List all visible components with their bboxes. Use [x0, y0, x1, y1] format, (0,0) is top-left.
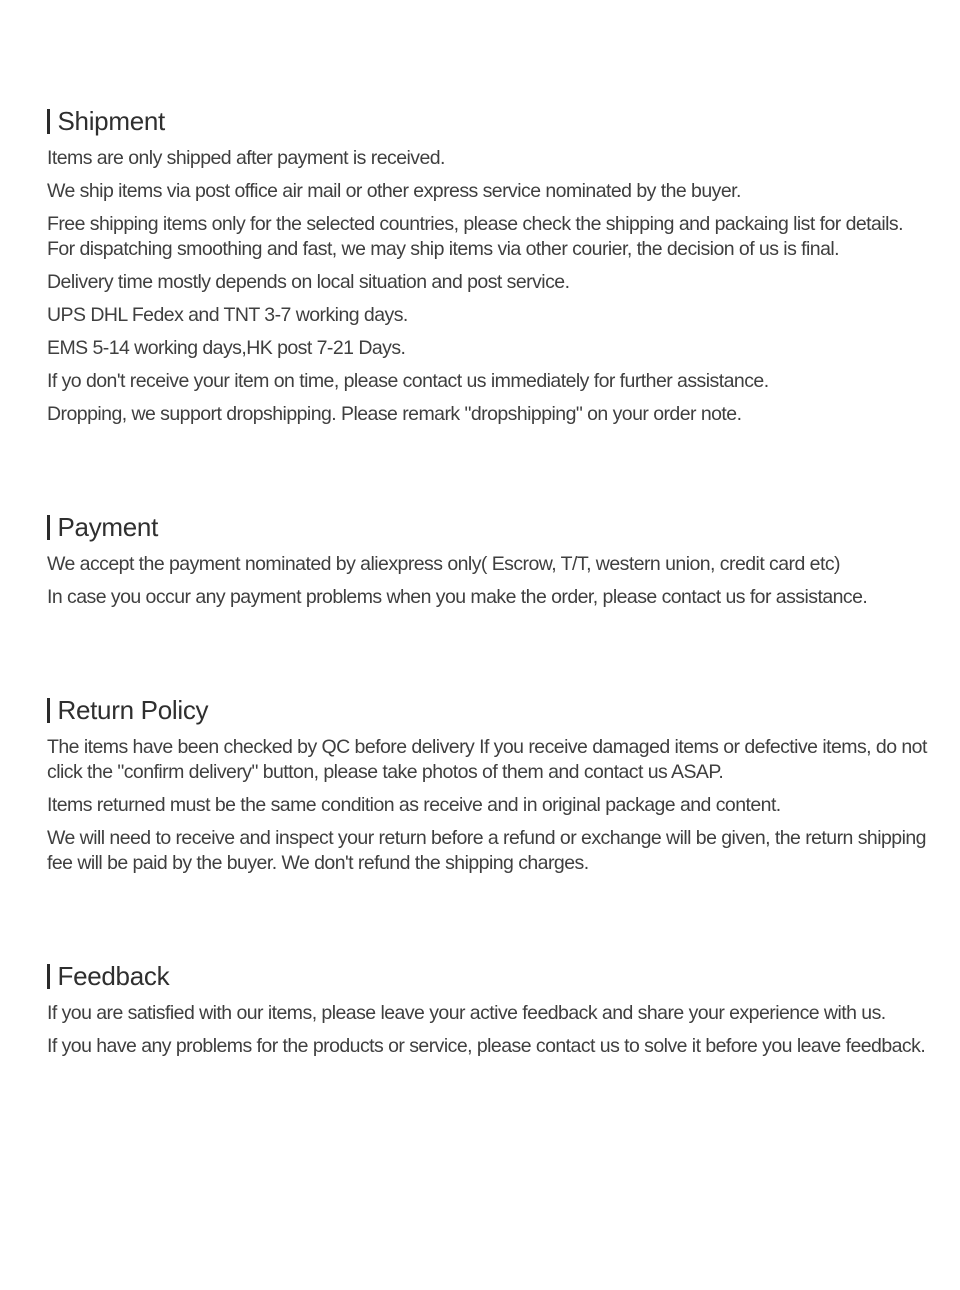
heading-bar: [47, 964, 50, 989]
feedback-title: Feedback: [57, 960, 170, 991]
shipment-line: Free shipping items only for the selected countries, please check the shipping and packaing list for details. For dispatching smoothing and fast, we may ship items via other courier, the decision of us is final.: [47, 213, 903, 260]
shipment-line: We ship items via post office air mail or other express service nominated by the buyer.: [47, 180, 741, 202]
shipment-line: UPS DHL Fedex and TNT 3-7 working days.: [47, 304, 408, 326]
payment-line: We accept the payment nominated by aliexpress only( Escrow, T/T, western union, credit card etc): [47, 553, 840, 575]
heading-bar: [47, 109, 50, 134]
return-policy-heading: [47, 695, 927, 725]
payment-section: [47, 512, 927, 618]
shipment-line: Items are only shipped after payment is received.: [47, 147, 445, 169]
heading-bar: [47, 698, 50, 723]
feedback-line: If you have any problems for the products or service, please contact us to solve it before you leave feedback.: [47, 1035, 926, 1057]
shipment-line: EMS 5-14 working days,HK post 7-21 Days.: [47, 337, 406, 359]
return-policy-line: Items returned must be the same condition as receive and in original package and content.: [47, 794, 781, 816]
shipment-title: Shipment: [57, 105, 165, 136]
return-policy-section: [47, 695, 927, 884]
payment-line: In case you occur any payment problems when you make the order, please contact us for assistance.: [47, 586, 868, 608]
payment-heading: [47, 512, 927, 542]
return-policy-title: Return Policy: [57, 694, 209, 725]
payment-title: Payment: [57, 511, 159, 542]
shipment-heading: [47, 106, 927, 136]
shipment-line: Dropping, we support dropshipping. Please remark "dropshipping" on your order note.: [47, 403, 742, 425]
feedback-heading: [47, 961, 927, 991]
heading-bar: [47, 515, 50, 540]
shipment-line: If yo don't receive your item on time, please contact us immediately for further assistance.: [47, 370, 769, 392]
return-policy-line: We will need to receive and inspect your return before a refund or exchange will be given, the return shipping fee will be paid by the buyer. We don't refund the shipping charges.: [47, 827, 926, 874]
shipment-section: [47, 106, 927, 435]
shipment-line: Delivery time mostly depends on local situation and post service.: [47, 271, 570, 293]
return-policy-line: The items have been checked by QC before delivery If you receive damaged items or defective items, do not click the "confirm delivery" button, please take photos of them and contact us ASAP.: [47, 736, 927, 783]
feedback-section: [47, 961, 927, 1067]
feedback-line: If you are satisfied with our items, please leave your active feedback and share your experience with us.: [47, 1002, 886, 1024]
